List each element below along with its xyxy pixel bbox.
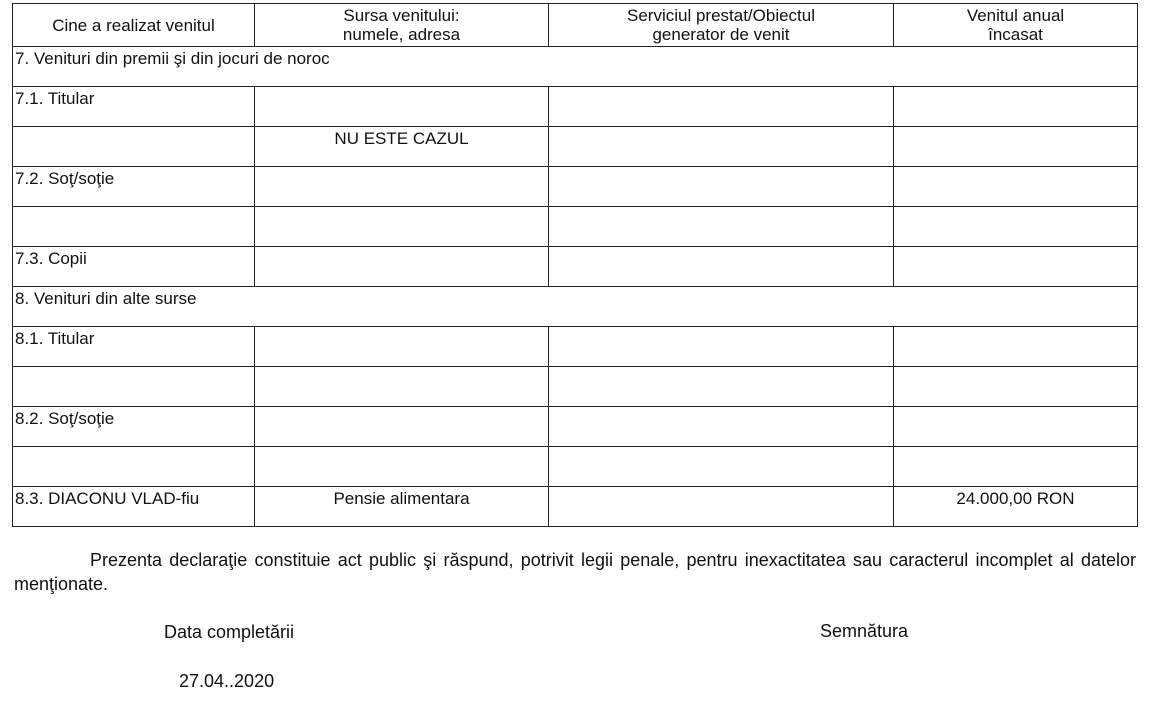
header-row xyxy=(13,4,1138,47)
row-label: 7.2. Soţ/soţie xyxy=(13,167,255,207)
row-label: 8.1. Titular xyxy=(13,327,255,367)
row-label: 7.1. Titular xyxy=(13,87,255,127)
row-label: 7.3. Copii xyxy=(13,247,255,287)
income-source: Pensie alimentara xyxy=(255,487,549,527)
table-row xyxy=(13,407,1138,447)
income-amount: 24.000,00 RON xyxy=(894,487,1138,527)
table-row xyxy=(13,127,1138,167)
table-row xyxy=(13,87,1138,127)
row-label: 8.3. DIACONU VLAD-fiu xyxy=(13,487,255,527)
section-7-row xyxy=(13,47,1138,87)
legal-statement: Prezenta declaraţie constituie act public şi răspund, potrivit legii penale, pentru inexactitatea sau caracterul incomplet al datelor menţionate. xyxy=(14,550,1136,594)
section-7-title: 7. Venituri din premii şi din jocuri de noroc xyxy=(13,47,1138,87)
not-applicable-text: NU ESTE CAZUL xyxy=(255,127,549,167)
header-source: Sursa venitului: numele, adresa xyxy=(255,4,549,47)
header-annual-income: Venitul anual încasat xyxy=(894,4,1138,47)
table-row xyxy=(13,327,1138,367)
signature-label: Semnătura xyxy=(820,621,909,641)
table-row xyxy=(13,207,1138,247)
table-row xyxy=(13,247,1138,287)
table-row xyxy=(13,167,1138,207)
table-row xyxy=(13,447,1138,487)
section-8-title: 8. Venituri din alte surse xyxy=(13,287,1138,327)
table-row xyxy=(13,487,1138,527)
date-value: 27.04..2020 xyxy=(179,671,275,691)
income-service xyxy=(549,487,894,527)
header-service: Serviciul prestat/Obiectul generator de venit xyxy=(549,4,894,47)
table-row xyxy=(13,367,1138,407)
header-who: Cine a realizat venitul xyxy=(13,4,255,47)
section-8-row xyxy=(13,287,1138,327)
row-label: 8.2. Soţ/soţie xyxy=(13,407,255,447)
income-declaration-table xyxy=(12,3,1138,527)
date-label: Data completării xyxy=(164,622,295,642)
